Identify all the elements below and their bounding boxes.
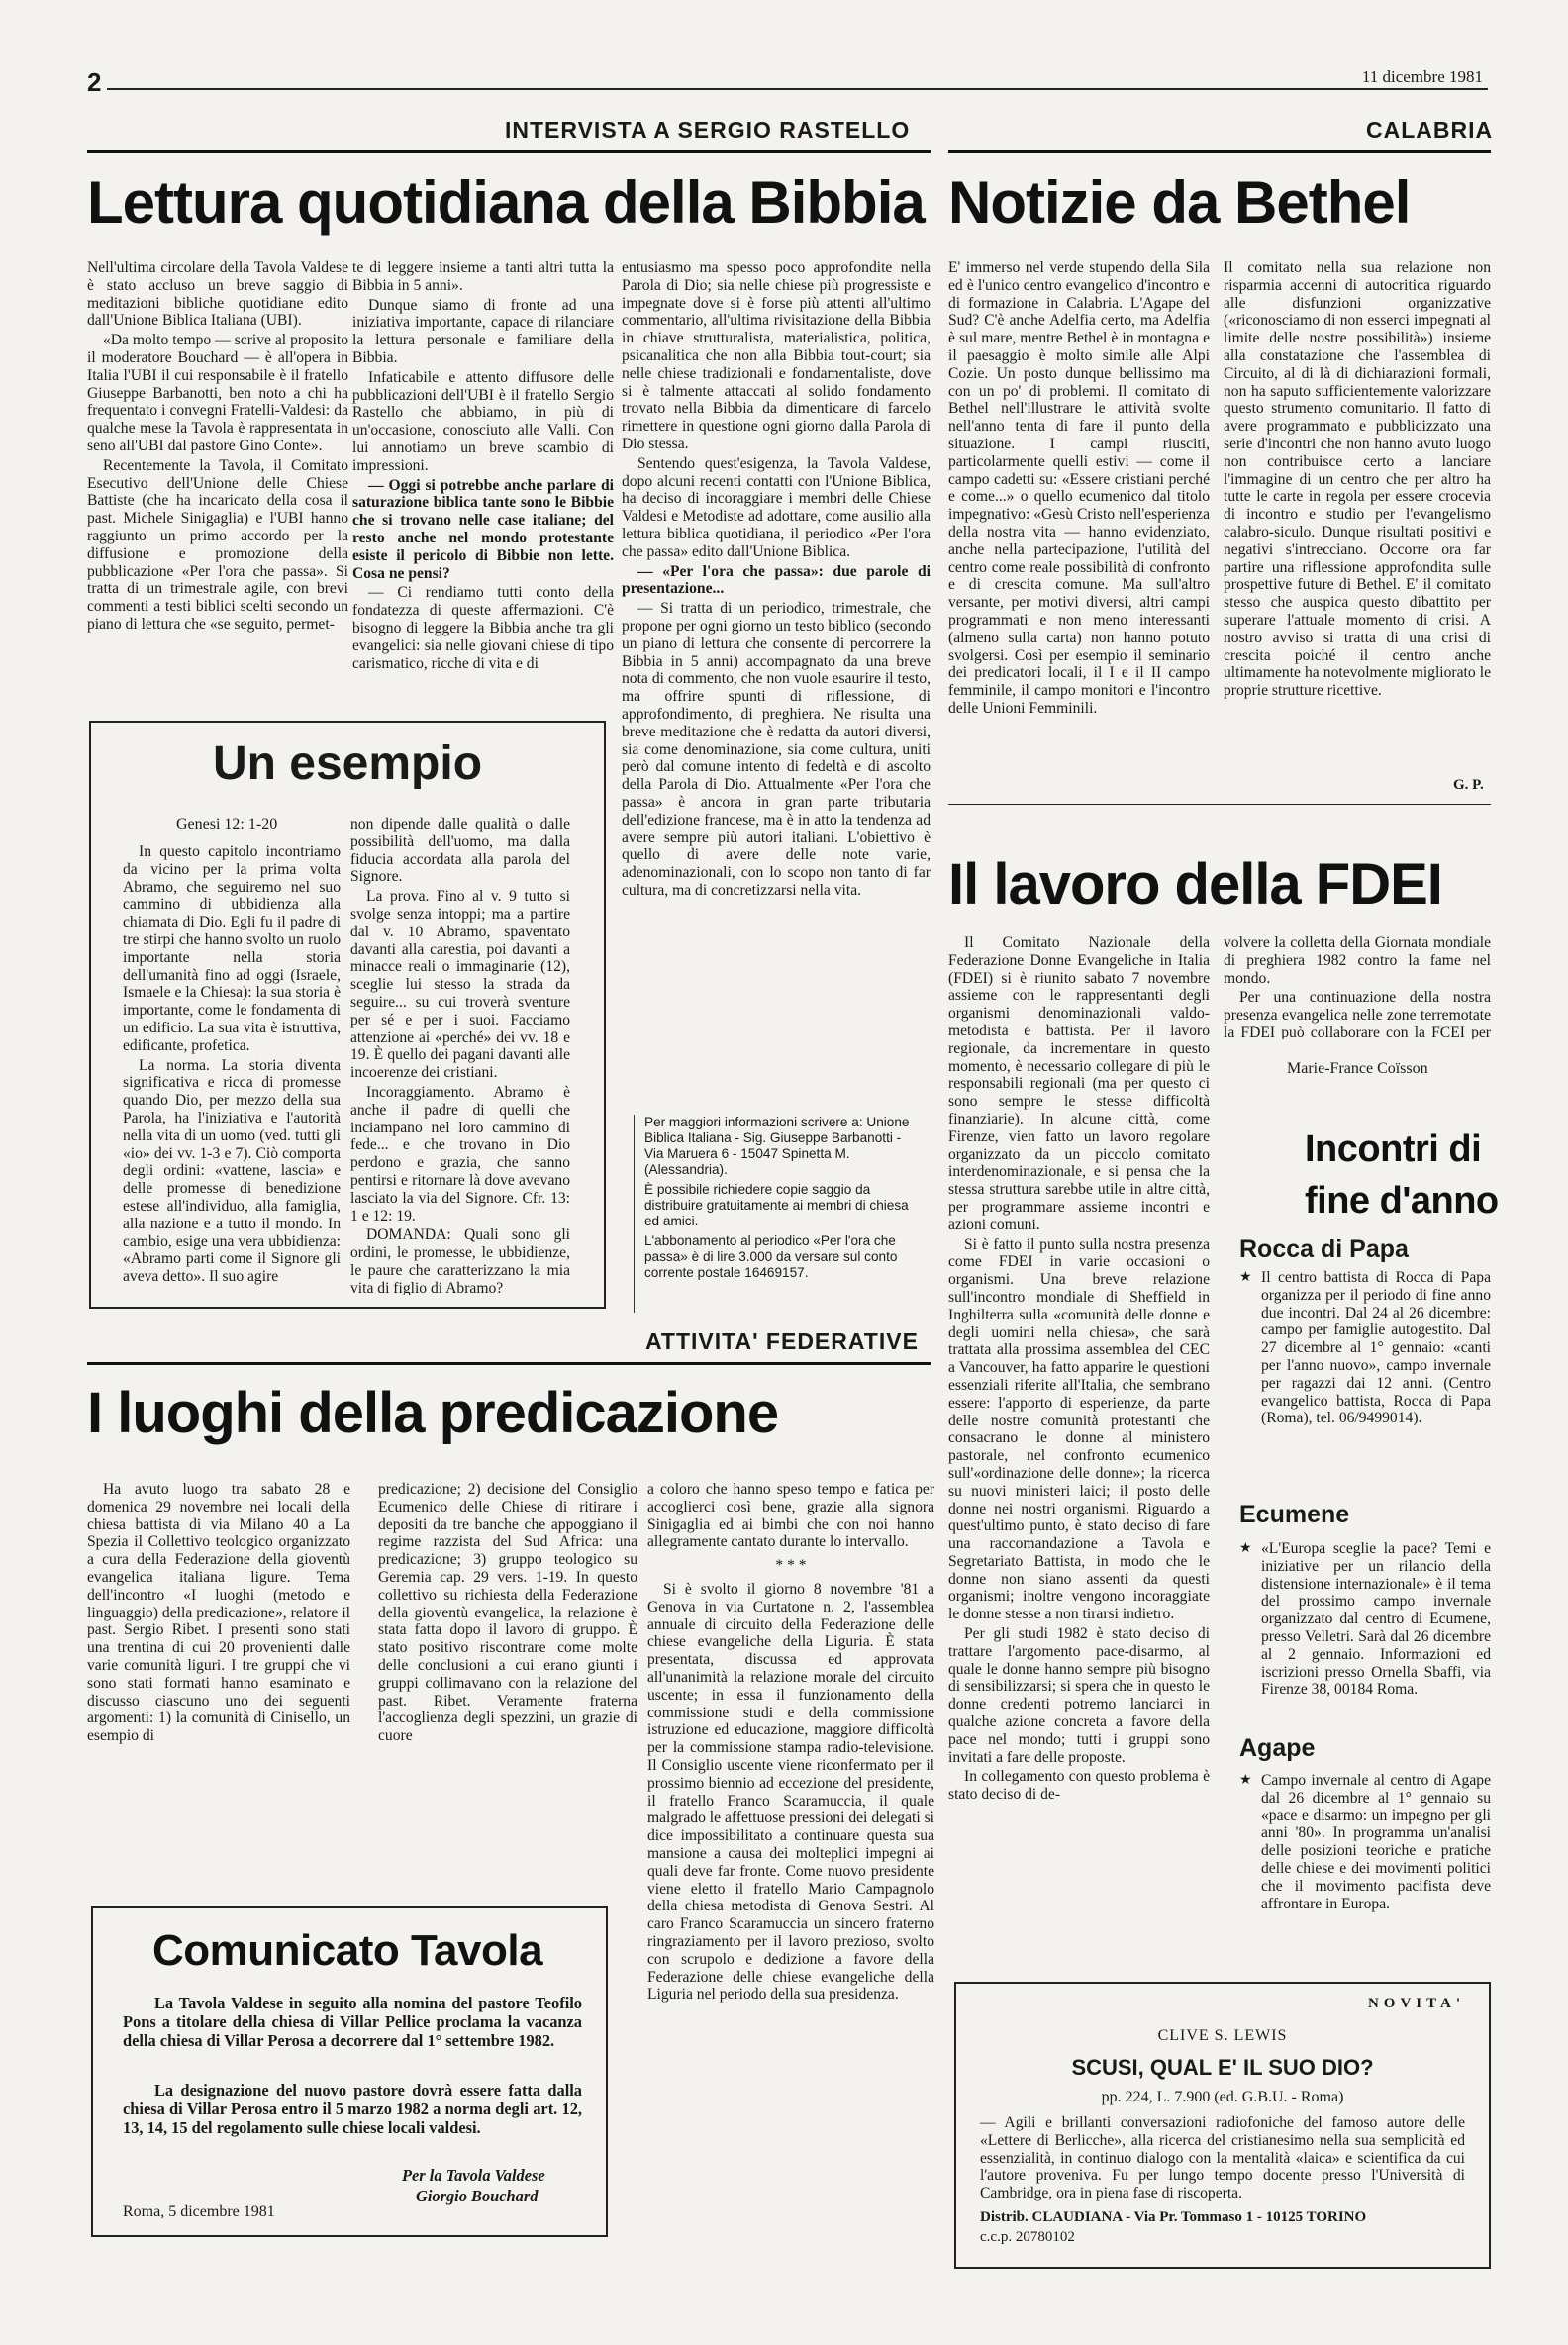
section-heading-agape: Agape	[1239, 1734, 1316, 1762]
comunicato-title: Comunicato Tavola	[152, 1926, 543, 1975]
paragraph: te di leggere insieme a tanti altri tutta la Bibbia in 5 anni».	[352, 259, 614, 294]
predicazione-headline: I luoghi della predicazione	[87, 1381, 779, 1445]
comunicato-place-date: Roma, 5 dicembre 1981	[123, 2203, 275, 2220]
comunicato-paragraph-2: La designazione del nuovo pastore dovrà essere fatta dalla chiesa di Villar Perosa entro il 5 marzo 1982 a norma degli art. 12, 13, 14, 15 del regolamento sulle chiese locali valdesi.	[123, 2081, 582, 2137]
fdei-col-1	[948, 934, 1210, 1924]
incontri-headline-1: Incontri di	[1305, 1128, 1482, 1170]
paragraph: a coloro che hanno speso tempo e fatica per accoglierci così bene, grazie alla signora Sinigaglia ed ai bimbi che con noi hanno allegramente cantato durante lo intervallo.	[647, 1481, 934, 1551]
predicazione-kicker: ATTIVITA' FEDERATIVE	[645, 1328, 919, 1354]
paragraph: La prova. Fino al v. 9 tutto si svolge senza intoppi; ma a partire dal v. 10 Abramo, spaventato davanti alla carestia, poi davanti a minacce reali o immaginarie (12), sceglie lui stesso la strada da seguire... su cui troverà sventure per sé e per i suoi. Facciamo attenzione ai «perché» dei vv. 18 e 19. È quello dei pagani davanti alle incoerenze dei cristiani.	[350, 888, 570, 1082]
paragraph: Il comitato nella sua relazione non risparmia accenni di autocritica riguardo alle disfunzioni organizzative («riconosciamo di non esserci impegnati al limite delle nostre possibilità») insieme alla constatazione che l'assemblea di Circuito, al di là di dichiarazioni formali, non ha saputo sufficientemente valorizzare questo strumento comunitario. Il fatto di avere programmato e pubblicizzato una serie d'incontri che non hanno avuto luogo non contribuisce certo a lanciare l'immagine di un centro che per altro ha tutte le carte in regola per essere crocevia di incontro e studio per l'evangelismo calabro-siculo. Dunque risultati positivi e negativi s'intrecciano. Occorre ora far partire una riflessione approfondita sulle prospettive future di Bethel. E' il comitato stesso che auspica questo dibattito per superare l'attuale momento di crisi. A nostro avviso si tratta di una crisi di crescita poiché il centro anche ultimamente ha notevolmente migliorato le proprie strutture ricettive.	[1224, 259, 1491, 700]
info-text: L'abbonamento al periodico «Per l'ora che passa» è di lire 3.000 da versare sul conto corrente postale 16469157.	[644, 1233, 898, 1280]
paragraph: Il Comitato Nazionale della Federazione Donne Evangeliche in Italia (FDEI) si è riunito sabato 7 novembre assieme con le rappresentanti degli organismi denominazionali valdo-metodista e battista. Per il lavoro regionale, da incrementare in questo momento, è necessario collegare di più le responsabili regionali (ma per questo ci sono sempre le stesse difficoltà finanziarie). In alcune città, come Firenze, vien fatto un lavoro regolare organizzato da un piccolo comitato interdenominazionale, e si pensa che la stessa struttura sarebbe utile in altre città, per programmare assieme incontri e azioni comuni.	[948, 934, 1210, 1233]
paragraph: predicazione; 2) decisione del Consiglio Ecumenico delle Chiese di ritirare i depositi da tre banche che appoggiano il regime razzista del Sud Africa: una predicazione; 3) gruppo teologico su Geremia cap. 29 vers. 1-19. In questo collettivo su richiesta della Federazione della gioventù evangelica, la relazione è stata fatta dopo il lavoro di gruppo. È stato positivo riscontrare come molte delle conclusioni a cui erano giunti i gruppi collimavano con la relazione del past. Ribet. Veramente fraterna l'accoglienza degli spezzini, un grazie di cuore	[378, 1481, 637, 1745]
book-title: SCUSI, QUAL E' IL SUO DIO?	[1071, 2055, 1374, 2080]
paragraph: Si è fatto il punto sulla nostra presenza come FDEI in varie occasioni o organismi. Una breve relazione sull'incontro mondiale di Sheffield in Inghilterra sulla «comunità delle donne e degli uomini nella chiesa», che sarà trattata alla prossima assemblea del CEC a Vancouver, ha fatto apparire le questioni essenziali riferite all'Italia, che sembrano essere: l'apporto di esperienze, da parte delle nostre comunità protestanti che consacrano le donne al ministero pastorale, nel confronto ecumenico sull'«ordinazione delle donne»; la ricerca su nuovi ministeri laici; il posto delle donne nei nostri organismi. Riguardo a quest'ultimo punto, è stato deciso di fare una raccomandazione a Tavola e Segretariato Battista, in modo che le donne non siano assenti da questi organismi; inoltre vengono incoraggiate le donne stesse a non tirarsi indietro.	[948, 1235, 1210, 1623]
paragraph: In questo capitolo incontriamo da vicino per la prima volta Abramo, che seguiremo nel suo cammino di ubbidienza alla chiamata di Dio. Egli fu il padre di tre stirpi che hanno svolto un ruolo importante nella storia dell'umanità fino ad oggi (Israele, Ismaele e la Chiesa): la sua storia è importante, come le fondamenta di un edificio. La sua vita è istruttiva, edificante, profetica.	[123, 843, 341, 1054]
paragraph: Sentendo quest'esigenza, la Tavola Valdese, dopo alcuni recenti contatti con l'Unione Biblica, ha deciso di incoraggiare i membri delle Chiese Valdesi e Metodiste ad adottare, come ausilio alla lettura biblica quotidiana, il periodico «Per l'ora che passa» edito dall'Unione Biblica.	[622, 454, 931, 560]
esempio-box	[89, 721, 606, 1309]
paragraph: Per gli studi 1982 è stato deciso di trattare l'argomento pace-disarmo, al quale le donne hanno sempre più bisogno di sensibilizzarsi; si spera che in questo le donne credenti potremo lanciarci in qualche azione concreta a favore della pace nel mondo; tutti i gruppi sono invitati a fare delle proposte.	[948, 1625, 1210, 1766]
section-divider	[948, 804, 1491, 805]
calabria-col-1	[948, 259, 1210, 778]
calabria-col-2	[1224, 259, 1491, 774]
bibbia-rule	[87, 150, 931, 153]
incontri-item-rocca	[1239, 1269, 1491, 1493]
interview-question: — Oggi si potrebbe anche parlare di saturazione biblica tante sono le Bibbie che si trovano nelle case italiane; del resto anche nel mondo protestante esiste il pericolo di Bibbie non lette. Cosa ne pensi?	[352, 476, 614, 582]
book-author: CLIVE S. LEWIS	[1157, 2027, 1288, 2044]
esempio-title: Un esempio	[212, 737, 483, 790]
masthead-rule	[107, 88, 1488, 90]
star-bullet-icon: ★	[1239, 1270, 1252, 1285]
incontri-text	[1239, 1772, 1491, 1912]
esempio-col-2	[350, 816, 570, 1295]
calabria-signature: G. P.	[1453, 777, 1484, 793]
novita-label: NOVITA'	[1367, 1996, 1465, 2011]
paragraph: Ha avuto luogo tra sabato 28 e domenica 29 novembre nei locali della chiesa battista di via Milano 40 a La Spezia il Collettivo teologico organizzato a cura della Federazione della gioventù evangelica italiana ligure. Tema dell'incontro «I luoghi (metodo e linguaggio) della predicazione», relatore il past. Sergio Ribet. I presenti sono stati una trentina di cui 20 provenienti dalle varie comunità liguri. I tre gruppi che vi sono stati formati hanno esaminato e discusso ciascuno uno dei seguenti argomenti: 1) la comunità di Cinisello, un esempio di	[87, 1481, 350, 1745]
page-number: 2	[87, 67, 102, 97]
comunicato-sign-2: Giorgio Bouchard	[416, 2187, 539, 2205]
incontri-text-body: Il centro battista di Rocca di Papa organizza per il periodo di fine anno due incontri. Dal 24 al 26 dicembre: campo per famiglie autogestito. Dal 27 dicembre al 1° gennaio: «canti per l'anno nuovo», campo invernale per ragazzi dai 12 anni. (Centro evangelico battista, Rocca di Papa (Roma), tel. 06/9499014).	[1261, 1269, 1491, 1427]
calabria-rule	[948, 150, 1491, 153]
paragraph: non dipende dalle qualità o dalle possibilità dell'uomo, ma dalla fiducia accordata alla parola del Signore.	[350, 816, 570, 886]
star-bullet-icon: ★	[1239, 1541, 1252, 1556]
interview-question: — «Per l'ora che passa»: due parole di presentazione...	[622, 562, 931, 598]
paragraph: E' immerso nel verde stupendo della Sila ed è l'unico centro evangelico d'incontro e di formazione in Calabria. L'Agape del Sud? C'è anche Adelfia certo, ma Adelfia è sul mare, mentre Bethel è in montagna e il paesaggio è molto simile alle Alpi Cozie. Un posto dunque bellissimo ma con un po' di problemi. Il comitato di Bethel nell'illustrare le attività svolte nell'anno tenta di fare il punto della situazione. I campi riusciti, particolarmente quelli estivi — come il campo cadetti su: «Essere cristiani perché e come...» o quello ecumenico dal titolo impegnativo: «Gesù Cristo nell'esperienza della nostra vita — hanno evidenziato, anche nella partecipazione, l'utilità del centro come reale possibilità di confronto e di crescita comune. Ma sull'altro versante, per motivi diversi, altri campi programmati e non meno interessanti (almeno sulla carta) non hanno potuto svolgersi. Così per esempio il seminario dei predicatori locali, il I e il II campo femminile, il campo monitori e l'incontro delle Unioni Femminili.	[948, 259, 1210, 717]
paragraph: — Si tratta di un periodico, trimestrale, che propone per ogni giorno un testo biblico (secondo un piano di lettura che consente di percorrere la Bibbia in 5 anni) accompagnato da una breve nota di commento, che non vuole esaurire il testo, ma offrire spunti di riflessione, di approfondimento, di preghiera. Ne risulta una breve meditazione che è redatta da autori diversi, sia come denominazione, sia come cultura, uniti però dal comune intento di fedeltà e di ascolto della Parola di Dio. Attualmente «Per l'ora che passa» è ancora in gran parte tributaria dell'edizione francese, ma è in atto la tendenza ad avere sempre più autori italiani. L'obiettivo è quello di avere delle note varie, adenominazionali, con lo scopo non tanto di far cultura, ma di concretizzarsi nella vita.	[622, 600, 931, 899]
comunicato-box	[91, 1906, 608, 2237]
section-heading-ecumene: Ecumene	[1239, 1501, 1350, 1528]
info-text: Per maggiori informazioni scrivere a: Unione Biblica Italiana - Sig. Giuseppe Barbanotti - Via Maruera 6 - 15047 Spinetta M. (Alessandria).	[644, 1115, 910, 1177]
incontri-text-body: «L'Europa sceglie la pace? Temi e iniziative per un rilancio della distensione internazionale» è il tema del prossimo campo invernale organizzato dal centro di Ecumene, presso Velletri. Sarà dal 26 dicembre al 2 gennaio. Informazioni ed iscrizioni presso Ornella Sbaffi, via Firenze 38, 00184 Roma.	[1261, 1540, 1491, 1699]
incontri-headline-2: fine d'anno	[1305, 1180, 1499, 1221]
predicazione-col-3	[647, 1481, 934, 2263]
paragraph: Nell'ultima circolare della Tavola Valdese è stato accluso un breve saggio di meditazioni bibliche quotidiane edito dall'Unione Biblica Italiana (UBI).	[87, 259, 348, 330]
info-text: È possibile richiedere copie saggio da distribuire gratuitamente ai membri di chiesa ed amici.	[644, 1182, 909, 1228]
bibbia-col-3	[622, 259, 931, 1101]
fdei-col-2	[1224, 934, 1491, 1039]
comunicato-paragraph-1: La Tavola Valdese in seguito alla nomina del pastore Teofilo Pons a titolare della chiesa di Villar Pellice proclama la vacanza della chiesa di Villar Perosa a decorrere dal 1° settembre 1982.	[123, 1994, 582, 2050]
paragraph: volvere la colletta della Giornata mondiale di preghiera 1982 contro la fame nel mondo.	[1224, 934, 1491, 987]
incontri-text	[1239, 1540, 1491, 1699]
paragraph: Dunque siamo di fronte ad una iniziativa importante, capace di rilanciare la lettura personale e familiare della Bibbia.	[352, 296, 614, 366]
bibbia-col-2	[352, 259, 614, 705]
distributor: Distrib. CLAUDIANA - Via Pr. Tommaso 1 - 10125 TORINO	[980, 2209, 1367, 2225]
issue-date: 11 dicembre 1981	[1361, 67, 1483, 86]
paragraph: «Da molto tempo — scrive al proposito il moderatore Bouchard — è all'opera in Italia l'UBI il cui responsabile è il fratello Giuseppe Barbanotti, ben noto a chi ha frequentato i convegni Fratelli-Valdesi: da qualche mese la Tavola è rappresentata in seno all'UBI dal pastore Gino Conte».	[87, 332, 348, 454]
bibbia-col-1	[87, 259, 348, 711]
book-description: — Agili e brillanti conversazioni radiofoniche del famoso autore delle «Lettere di Berlicche», alla ricerca del cristianesimo nella sua semplicità ed essenzialità, in continuo dialogo con la mentalità «laica» e scientifica da cui l'autore proveniva. Fu per lungo tempo docente presso l'Università di Cambridge, ora in piena fase di riscoperta.	[980, 2114, 1465, 2202]
postal-account: c.c.p. 20780102	[980, 2229, 1075, 2245]
paragraph: La norma. La storia diventa significativa e ricca di promesse quando Dio, per mezzo della sua Parola, ha l'iniziativa e l'autorità nella vita di un uomo (ved. tutti gli «io» dei vv. 1-3 e 7). Ciò comporta degli ordini: «vattene, lascia» e delle promesse di benedizione estese all'individuo, alla famiglia, alla nazione e a tutto il mondo. In cambio, esige una vera ubbidienza: «Abramo parti come il Signore gli aveva detto». Il suo agire	[123, 1056, 341, 1286]
paragraph: DOMANDA: Quali sono gli ordini, le promesse, le ubbidienze, le paure che caratterizzano la mia vita di figlio di Abramo?	[350, 1226, 570, 1295]
comunicato-sign-1: Per la Tavola Valdese	[402, 2166, 545, 2185]
incontri-item-agape	[1239, 1772, 1491, 1922]
book-details: pp. 224, L. 7.900 (ed. G.B.U. - Roma)	[1101, 2089, 1344, 2105]
paragraph: — Ci rendiamo tutti conto della fondatezza di queste affermazioni. C'è bisogno di leggere la Bibbia anche tra gli evangelici: sia nelle giovani chiese di tipo carismatico, ricche di vita e di	[352, 584, 614, 672]
paragraph: entusiasmo ma spesso poco approfondite nella Parola di Dio; sia nelle chiese più progressiste e impegnate dove si è forse più attenti all'ultimo commentario, all'ultima rivisitazione della Bibbia in chiave strutturalista, materialistica, politica, psicanalitica che non alla Bibbia tout-court; sia nelle chiese tradizionali e fondamentaliste, dove si è talmente attaccati al solido fondamento trovato nella Bibbia da dimenticare di farcelo rimettere in questione ogni giorno dalla Parola di Dio stessa.	[622, 259, 931, 452]
esempio-col-1	[123, 843, 341, 1297]
incontri-text	[1239, 1269, 1491, 1427]
asterism: * * *	[775, 1557, 807, 1575]
fdei-headline: Il lavoro della FDEI	[948, 852, 1442, 917]
paragraph: Si è svolto il giorno 8 novembre '81 a Genova in via Curtatone n. 2, l'assemblea annuale di circuito della Federazione delle chiese evangeliche della Liguria. È stata presentata, discussa ed approvata all'unanimità la relazione morale del circuito uscente; in essa il funzionamento della commissione studi e della commissione istruzione ed educazione, maggiore difficoltà per la commissione stampa radio-televisione. Il Consiglio uscente viene riconfermato per il prossimo biennio ad eccezione del presidente, il fratello Franco Scaramuccia, il quale malgrado le affettuose pressioni dei delegati si dice impossibilitato a continuare questa sua mansione a causa dei molteplici impegni ai quali deve far fronte. Come nuovo presidente viene eletto il fratello Mario Campagnolo della chiesa metodista di Genova Sestri. Al caro Franco Scaramuccia un sincero fraterno ringraziamento per il lavoro prezioso, svolto con scrupolo e dedizione a favore della Federazione delle chiese evangeliche della Liguria nel periodo della sua presidenza.	[647, 1580, 934, 2003]
novita-box	[954, 1982, 1491, 2269]
scripture-reference: Genesi 12: 1-20	[176, 816, 278, 832]
paragraph: Recentemente la Tavola, il Comitato Esecutivo dell'Unione delle Chiese Battiste (che ha incaricato della cosa il past. Michele Sinigaglia) e l'UBI hanno raggiunto un primo accordo per la diffusione e promozione della pubblicazione «Per l'ora che passa». Si tratta di un trimestrale agile, con brevi commenti a testi biblici scelti secondo un piano di lettura che «se seguito, permet-	[87, 456, 348, 633]
predicazione-col-2	[378, 1481, 637, 1893]
fdei-signature: Marie-France Coïsson	[1287, 1060, 1428, 1077]
predicazione-col-1	[87, 1481, 350, 1893]
ubi-info-box	[634, 1115, 923, 1313]
bibbia-kicker: INTERVISTA A SERGIO RASTELLO	[505, 117, 911, 143]
paragraph: Infaticabile e attento diffusore delle pubblicazioni dell'UBI è il fratello Sergio Rastello che abbiamo, in più di un'occasione, conosciuto alle Valli. Con lui annotiamo un breve scambio di impressioni.	[352, 368, 614, 474]
section-heading-rocca: Rocca di Papa	[1239, 1235, 1409, 1263]
paragraph: Per una continuazione della nostra presenza evangelica nelle zone terremotate la FDEI può collaborare con la FCEI per	[1224, 989, 1491, 1039]
star-bullet-icon: ★	[1239, 1773, 1252, 1788]
paragraph: In collegamento con questo problema è stato deciso di de-	[948, 1768, 1210, 1804]
predicazione-rule	[87, 1362, 931, 1365]
incontri-item-ecumene	[1239, 1540, 1491, 1730]
incontri-text-body: Campo invernale al centro di Agape dal 26 dicembre al 1° gennaio su «pace e disarmo: un impegno per gli anni '80». In programma un'analisi delle posizioni teoriche e pratiche delle chiese e dei movimenti politici che il movimento pacifista deve affrontare in Europa.	[1261, 1772, 1491, 1912]
bibbia-headline: Lettura quotidiana della Bibbia	[87, 169, 925, 236]
paragraph: Incoraggiamento. Abramo è anche il padre di quelli che inciampano nel loro cammino di fede... e che trovano in Dio perdono e grazia, che sanno pentirsi e ritornare là dove avevano lasciato la via del Signore. Cfr. 13: 1 e 12: 19.	[350, 1083, 570, 1224]
calabria-kicker: CALABRIA	[1366, 117, 1494, 143]
calabria-headline: Notizie da Bethel	[948, 169, 1411, 236]
